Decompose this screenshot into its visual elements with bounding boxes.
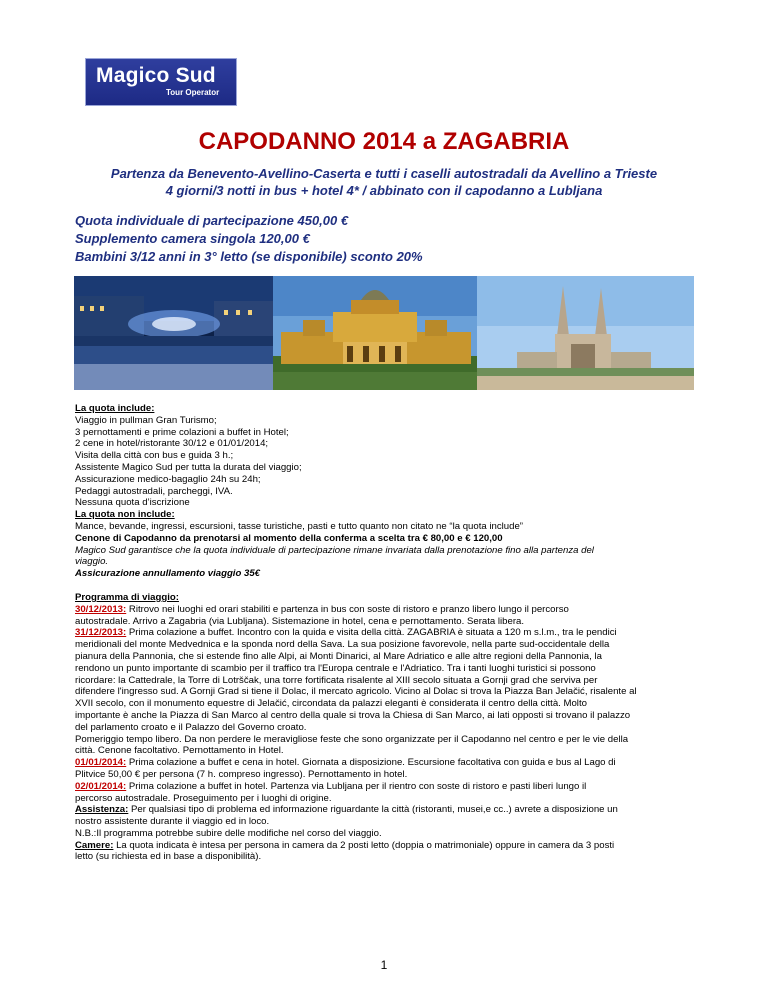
subtitle-departure: Partenza da Benevento-Avellino-Caserta e tutti i caselli autostradali da Avellino a Trieste <box>110 166 658 181</box>
day-1-line <box>75 604 695 616</box>
day-2-line: difendere l'ingresso sud. A Gornji Grad si tiene il Dolac, il mercato agricolo. Vicino al Dolac si trova la Piazza Ban Jelačić, risalente al <box>75 686 637 698</box>
program-heading: Programma di viaggio: <box>75 591 179 603</box>
price-guarantee-cont: viaggio. <box>75 556 109 568</box>
day-4-date: 02/01/2014: <box>75 780 127 792</box>
photo-national-theatre <box>273 276 477 390</box>
day-2-line: ricordare: la Cattedrale, la Torre di Lotrščak, una torre fortificata risalente al XIII secolo situata a Gornji grad che serviva per <box>75 674 598 686</box>
assistance-text: Per qualsiasi tipo di problema ed informazione riguardante la città (ristoranti, musei,e cc..) avrete a disposizione un <box>128 804 618 816</box>
assistance-line <box>75 804 695 816</box>
day-2-date: 31/12/2013: <box>75 627 127 639</box>
includes-heading: La quota include: <box>75 403 155 414</box>
price-children: Bambini 3/12 anni in 3° letto (se disponibile) sconto 20% <box>75 249 423 264</box>
day-2-line: del parlamento croato e il Palazzo del Governo croato. <box>75 721 307 733</box>
program-note: N.B.:Il programma potrebbe subire delle modifiche nel corso del viaggio. <box>75 827 382 839</box>
excludes-heading: La quota non include: <box>75 509 175 521</box>
include-item: 3 pernottamenti e prime colazioni a buffet in Hotel; <box>75 426 289 438</box>
include-item: 2 cene in hotel/ristorante 30/12 e 01/01/2014; <box>75 438 269 450</box>
assistance-line: nostro assistente durante il viaggio ed in loco. <box>75 816 270 828</box>
page-number: 1 <box>380 958 388 972</box>
day-4-line <box>75 781 695 793</box>
photo-national-theatre-image <box>273 276 477 390</box>
day-2-line: pianura della Pannonia, che si estende fino alle Alpi, ai Monti Dinarici, al Mare Adriatico e alle altre regioni della Pannonia, la <box>75 650 602 662</box>
price-guarantee: Magico Sud garantisce che la quota individuale di partecipazione rimane invariata dalla prenotazione fino alla partenza del <box>75 544 594 556</box>
day-2-line: città. Cenone facoltativo. Pernottamento in Hotel. <box>75 745 284 757</box>
magico-sud-logo <box>77 51 243 111</box>
include-item: Viaggio in pullman Gran Turismo; <box>75 414 217 426</box>
day-3-line <box>75 757 695 769</box>
day-2-line <box>75 627 695 639</box>
day-1-line: autostradale. Arrivo a Zagabria (via Lubljana). Sistemazione in hotel, cena e pernottamento. Serata libera. <box>75 615 525 627</box>
day-3-text: Prima colazione a buffet e cena in hotel. Giornata a disposizione. Escursione facoltativa con guida e bus al Lago di <box>126 757 616 769</box>
day-2-line: XVII secolo, con il monumento equestre di Jelačić, circondata da palazzi eleganti è considerata il centro della città. Molto <box>75 698 587 710</box>
subtitle-duration: 4 giorni/3 notti in bus + hotel 4* / abbinato con il capodanno a Lubljana <box>165 183 603 198</box>
day-3-date: 01/01/2014: <box>75 757 127 769</box>
day-2-line: rendono un punto importante di scambio per il traffico tra l'Europa centrale e l'Adriatico. Tra i tanti luoghi turistici si possono <box>75 662 596 674</box>
assistance-label: Assistenza: <box>75 804 129 816</box>
include-item: Assistente Magico Sud per tutta la durata del viaggio; <box>75 461 302 473</box>
price-single-supplement: Supplemento camera singola 120,00 € <box>75 231 310 246</box>
rooms-line <box>75 840 695 852</box>
day-4-text: Prima colazione a buffet in hotel. Partenza via Lubljana per il rientro con soste di ristoro e pasti liberi lungo il <box>126 780 587 792</box>
excludes-text: Mance, bevande, ingressi, escursioni, tasse turistiche, pasti e tutto quanto non citato ne “la quota include” <box>75 520 523 532</box>
cenone-note: Cenone di Capodanno da prenotarsi al momento della conferma a scelta tra € 80,00 e € 120,00 <box>75 532 503 544</box>
day-3-line: Plitvice 50,00 € per persona (7 h. compreso ingresso). Pernottamento in hotel. <box>75 768 408 780</box>
day-2-line: importante è anche la Piazza di San Marco al centro della quale si trova la Chiesa di San Marco, ai lati opposti si trovano il palazzo <box>75 709 631 721</box>
photo-new-year-square <box>74 276 273 390</box>
day-4-line: percorso autostradale. Proseguimento per i luoghi di origine. <box>75 792 332 804</box>
include-item: Visita della città con bus e guida 3 h.; <box>75 450 234 462</box>
day-1-date: 30/12/2013: <box>75 603 127 615</box>
day-2-line: meridionali del monte Medvednica e la sponda nord della Sava. La sua posizione favorevole, nella parte sud-occidentale della <box>75 639 610 651</box>
document-body <box>75 403 695 863</box>
logo-box <box>85 58 237 106</box>
logo-sub-text: Tour Operator <box>166 88 220 97</box>
include-item: Nessuna quota d’iscrizione <box>75 497 190 509</box>
price-individual: Quota individuale di partecipazione 450,00 € <box>75 213 349 228</box>
photo-cathedral-image <box>477 276 694 390</box>
photo-cathedral <box>477 276 694 390</box>
page-title: CAPODANNO 2014 a ZAGABRIA <box>198 128 570 155</box>
day-2-line: Pomeriggio tempo libero. Da non perdere le meravigliose feste che sono organizzate per il Capodanno nel centro e per le vie della <box>75 733 629 745</box>
rooms-label: Camere: <box>75 839 114 851</box>
include-item: Pedaggi autostradali, parcheggi, IVA. <box>75 485 233 497</box>
include-item: Assicurazione medico-bagaglio 24h su 24h; <box>75 473 261 485</box>
rooms-text: La quota indicata è intesa per persona in camera da 2 posti letto (doppia o matrimoniale) oppure in camera da 3 posti <box>113 839 615 851</box>
day-1-text: Ritrovo nei luoghi ed orari stabiliti e partenza in bus con soste di ristoro e pranzo libero lungo il percorso <box>126 603 569 615</box>
day-2-text: Prima colazione a buffet. Incontro con la quida e visita della città. ZAGABRIA è situata a 120 m s.l.m., tra le pendici <box>126 627 617 639</box>
photo-new-year-square-image <box>74 276 273 390</box>
logo-main-text: Magico Sud <box>96 64 216 87</box>
cancellation-insurance: Assicurazione annullamento viaggio 35€ <box>75 568 260 580</box>
rooms-line: letto (su richiesta ed in base a disponibilità). <box>75 851 262 863</box>
